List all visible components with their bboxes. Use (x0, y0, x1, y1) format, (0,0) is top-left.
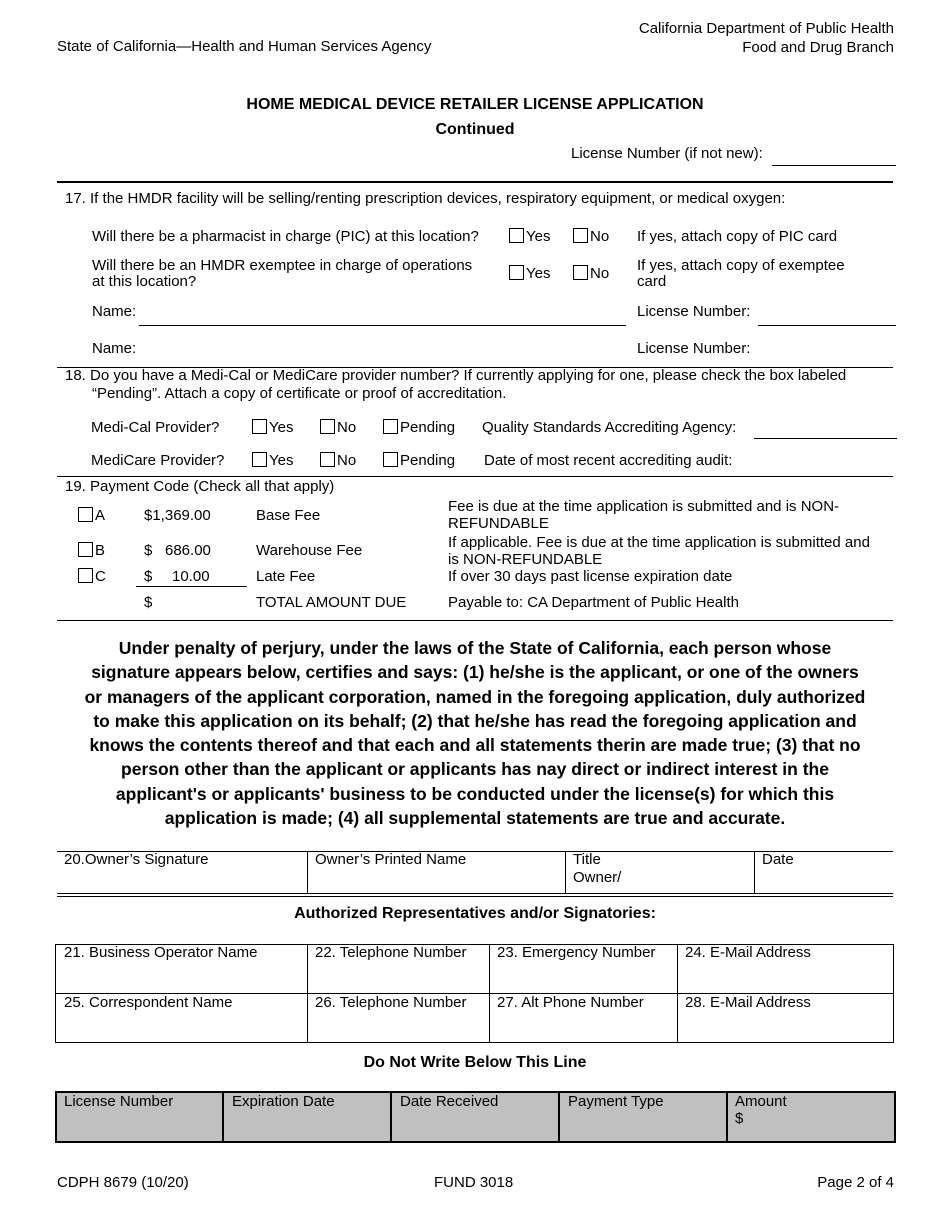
form-number: CDPH 8679 (10/20) (57, 1174, 189, 1191)
exemptee-yes-checkbox[interactable] (509, 265, 524, 280)
name-field-1[interactable] (139, 325, 626, 326)
license-number-field[interactable] (772, 165, 896, 166)
agency-name: State of California—Health and Human Services Agency (57, 38, 432, 55)
payment-b-checkbox[interactable] (78, 542, 93, 557)
license-number-label-2: License Number: (637, 340, 751, 357)
license-number-field-1[interactable] (758, 325, 896, 326)
section-divider (57, 476, 893, 477)
audit-date-label: Date of most recent accrediting audit: (484, 452, 733, 469)
email-field-1[interactable]: 24. E-Mail Address (685, 944, 811, 961)
exemptee-note-line2: card (637, 273, 667, 290)
pic-note: If yes, attach copy of PIC card (637, 228, 838, 245)
exemptee-no-option[interactable]: No (573, 265, 609, 282)
form-title: HOME MEDICAL DEVICE RETAILER LICENSE APPLICATION (246, 96, 704, 113)
payment-c-checkbox[interactable] (78, 568, 93, 583)
payment-a-note-line2: REFUNDABLE (448, 515, 549, 532)
medicare-no-checkbox[interactable] (320, 452, 335, 467)
payment-a-checkbox[interactable] (78, 507, 93, 522)
name-label-1: Name: (92, 303, 137, 320)
section-divider (57, 620, 893, 621)
section-divider (57, 181, 893, 183)
medical-pending-checkbox[interactable] (383, 419, 398, 434)
office-expiration-date: Expiration Date (232, 1093, 335, 1110)
quality-agency-field[interactable] (754, 438, 897, 439)
total-amount-label: TOTAL AMOUNT DUE (256, 594, 407, 611)
payment-option-b[interactable]: B (78, 542, 105, 559)
page-number: Page 2 of 4 (817, 1174, 894, 1191)
pic-no-checkbox[interactable] (573, 228, 588, 243)
payment-c-fee: Late Fee (256, 568, 316, 585)
license-number-label: License Number (if not new): (571, 145, 763, 162)
telephone-number-field-1[interactable]: 22. Telephone Number (315, 944, 467, 961)
office-date-received: Date Received (400, 1093, 499, 1110)
office-payment-type: Payment Type (568, 1093, 664, 1110)
exemptee-yes-option[interactable]: Yes (509, 265, 550, 282)
quality-agency-label: Quality Standards Accrediting Agency: (482, 419, 737, 436)
medical-yes-option[interactable]: Yes (252, 419, 293, 436)
pic-question: Will there be a pharmacist in charge (PIC) at this location? (92, 228, 479, 245)
payment-code-title: 19. Payment Code (Check all that apply) (65, 478, 335, 495)
date-field[interactable]: Date (762, 851, 794, 868)
medical-provider-label: Medi-Cal Provider? (91, 419, 220, 436)
pic-yes-option[interactable]: Yes (509, 228, 550, 245)
medical-yes-checkbox[interactable] (252, 419, 267, 434)
payment-b-amount: 686.00 (165, 542, 211, 559)
exemptee-question-line2: at this location? (92, 273, 197, 290)
medical-no-option[interactable]: No (320, 419, 356, 436)
office-amount: Amount (735, 1093, 787, 1110)
alt-phone-number-field[interactable]: 27. Alt Phone Number (497, 994, 644, 1011)
section17-question: 17. If the HMDR facility will be selling/renting prescription devices, respiratory equipment, or medical oxygen: (65, 190, 786, 207)
payment-a-note-line1: Fee is due at the time application is submitted and is NON- (448, 498, 840, 515)
medicare-yes-option[interactable]: Yes (252, 452, 293, 469)
exemptee-question-line1: Will there be an HMDR exemptee in charge of operations (92, 257, 473, 274)
perjury-statement: Under penalty of perjury, under the laws of the State of California, each person whose signature appears below, certifies and says: (1) he/she is the applicant, or one of the owners or managers of the applicant corporation, named in the foregoing application, duly authorized to make this application on its behalf; (2) that he/she has read the foregoing application and knows the contents thereof and that each and all statements therin are made true; (3) that no person other than the applicant or applicants has nay direct or indirect interest in the applicant's or applicants' business to be conducted under the license(s) for which this application is made; (4) all supplemental statements are true and accurate. (84, 638, 866, 829)
owner-printed-name-field[interactable]: Owner’s Printed Name (315, 851, 467, 868)
section18-question-line1: 18. Do you have a Medi-Cal or MediCare provider number? If currently applying for one, please check the box labeled (65, 367, 847, 384)
email-field-2[interactable]: 28. E-Mail Address (685, 994, 811, 1011)
payment-c-note: If over 30 days past license expiration date (448, 568, 733, 585)
medicare-no-option[interactable]: No (320, 452, 356, 469)
payment-a-amount: $1,369.00 (144, 507, 211, 524)
title-field-value: Owner/ (573, 869, 622, 886)
office-amount-dollar: $ (735, 1110, 744, 1127)
license-number-label-1: License Number: (637, 303, 751, 320)
medical-pending-option[interactable]: Pending (383, 419, 455, 436)
payment-b-note-line1: If applicable. Fee is due at the time application is submitted and (448, 534, 870, 551)
auth-heading: Authorized Representatives and/or Signatories: (294, 905, 656, 922)
business-operator-name-field[interactable]: 21. Business Operator Name (64, 944, 258, 961)
branch-name: Food and Drug Branch (742, 39, 894, 56)
office-license-number: License Number (64, 1093, 174, 1110)
exemptee-no-checkbox[interactable] (573, 265, 588, 280)
pic-no-option[interactable]: No (573, 228, 609, 245)
payment-a-fee: Base Fee (256, 507, 321, 524)
name-label-2: Name: (92, 340, 137, 357)
correspondent-name-field[interactable]: 25. Correspondent Name (64, 994, 233, 1011)
payment-c-amount: 10.00 (172, 568, 210, 585)
payment-b-fee: Warehouse Fee (256, 542, 363, 559)
telephone-number-field-2[interactable]: 26. Telephone Number (315, 994, 467, 1011)
exemptee-note-line1: If yes, attach copy of exemptee (637, 257, 845, 274)
payment-b-note-line2: is NON-REFUNDABLE (448, 551, 603, 568)
title-field-label[interactable]: Title (573, 851, 601, 868)
emergency-number-field[interactable]: 23. Emergency Number (497, 944, 656, 961)
medicare-provider-label: MediCare Provider? (91, 452, 225, 469)
total-dollar: $ (144, 594, 153, 611)
payment-b-dollar: $ (144, 542, 153, 559)
medicare-pending-option[interactable]: Pending (383, 452, 455, 469)
payment-c-dollar: $ (144, 568, 153, 585)
fund-number: FUND 3018 (434, 1174, 514, 1191)
payment-option-a[interactable]: A (78, 507, 105, 524)
payable-to: Payable to: CA Department of Public Health (448, 594, 739, 611)
department-name: California Department of Public Health (638, 20, 894, 37)
medicare-pending-checkbox[interactable] (383, 452, 398, 467)
section18-question-line2: “Pending”. Attach a copy of certificate or proof of accreditation. (92, 385, 507, 402)
pic-yes-checkbox[interactable] (509, 228, 524, 243)
payment-option-c[interactable]: C (78, 568, 106, 585)
total-underline (136, 586, 247, 587)
form-subtitle: Continued (435, 121, 515, 138)
owner-signature-field[interactable]: 20.Owner’s Signature (64, 851, 209, 868)
medical-no-checkbox[interactable] (320, 419, 335, 434)
office-use-heading: Do Not Write Below This Line (363, 1054, 587, 1071)
medicare-yes-checkbox[interactable] (252, 452, 267, 467)
